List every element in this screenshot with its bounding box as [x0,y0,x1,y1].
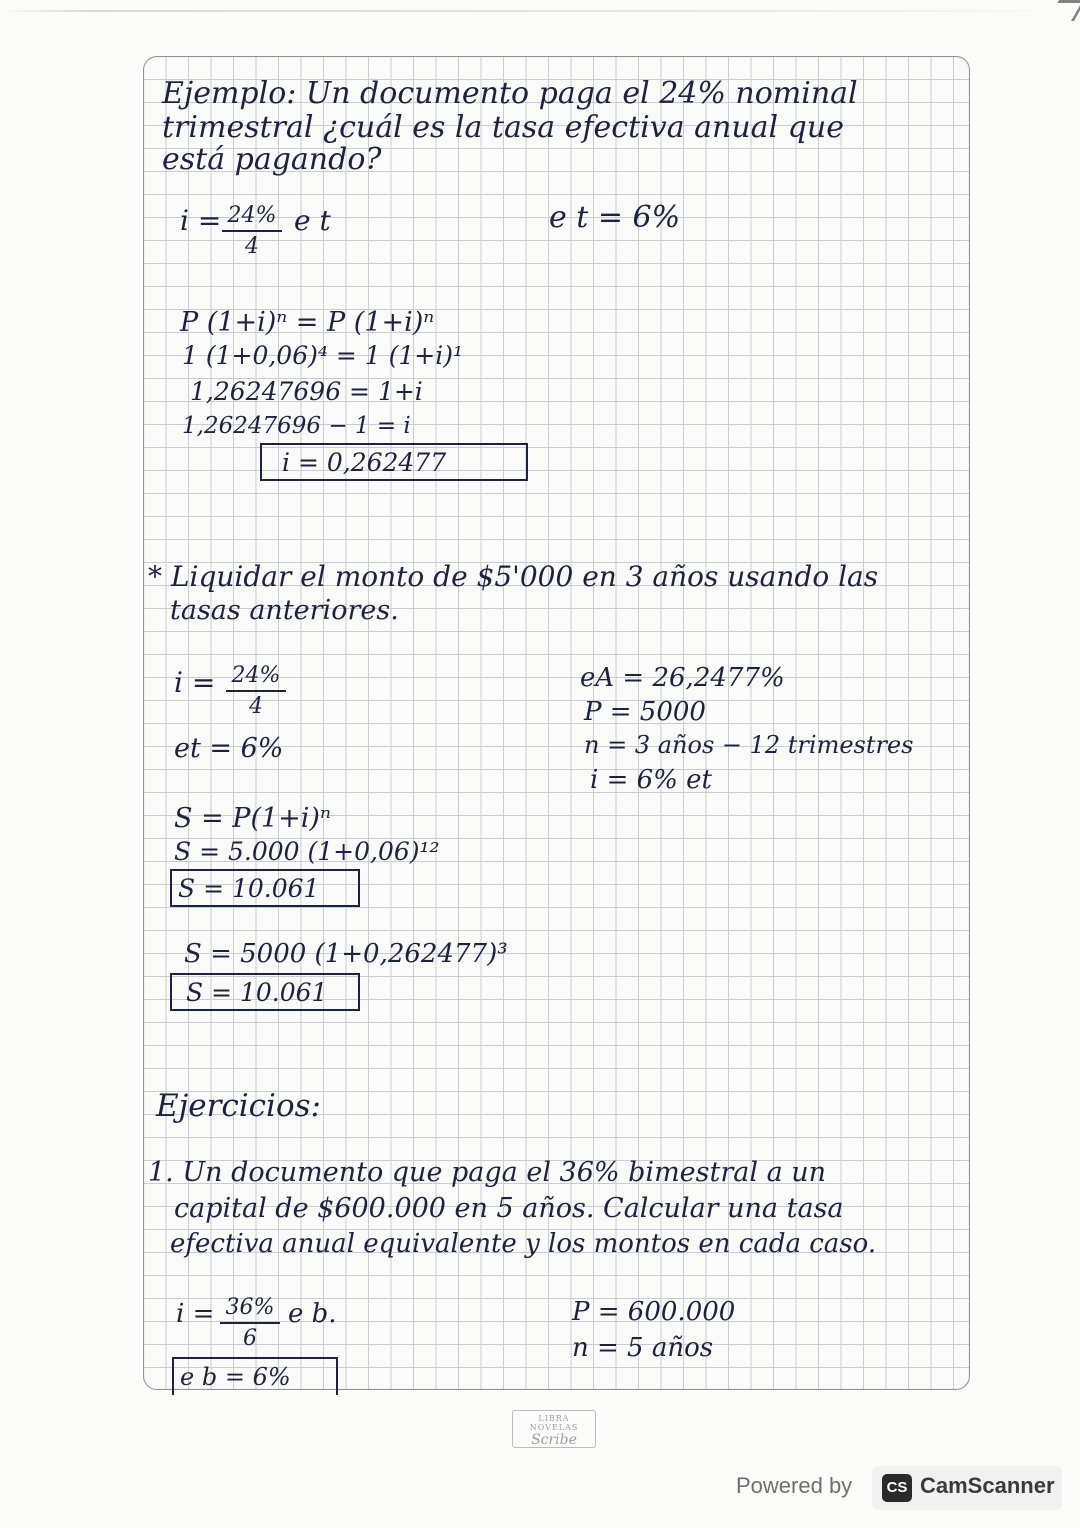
et2-value: et = 6% [174,733,284,764]
notebook-page [143,56,970,1390]
p2-value: P = 600.000 [572,1297,736,1327]
example-line-1: Ejemplo: Un documento paga el 24% nominal [162,76,858,111]
exercise-1-line-1: 1. Un documento que paga el 36% bimestral a un [148,1157,827,1188]
notebook-brand-stamp [512,1410,596,1448]
scan-edge-line [0,10,1080,12]
result-box-i [260,443,528,481]
example-line-2: trimestral ¿cuál es la tasa efectiva anual que [162,110,844,145]
n2-value: n = 5 años [572,1333,714,1363]
i-fraction-numerator: 24% [222,203,282,232]
equation-4: 1,26247696 − 1 = i [182,413,411,439]
ea-value: eA = 26,2477% [580,663,785,693]
i2-fraction-numerator: 24% [226,663,286,692]
i4-unit: e b. [288,1299,337,1329]
i2-fraction [226,663,286,719]
i4-fraction [220,1295,280,1351]
stamp-brand-small: LIBRA NOVELAS [529,1414,579,1432]
camscanner-logo-icon: CS [882,1474,912,1502]
equation-1: P (1+i)ⁿ = P (1+i)ⁿ [180,307,435,338]
exercises-heading: Ejercicios: [156,1088,321,1124]
i3-value: i = 6% et [590,765,712,795]
page-corner-mark [1047,0,1080,21]
et-result: e t = 6% [549,200,681,235]
i2-fraction-denominator: 4 [249,694,263,719]
exercise-1-line-2: capital de $600.000 en 5 años. Calcular una tasa [174,1193,844,1224]
powered-by-text: Powered by [736,1473,853,1498]
n-value: n = 3 años − 12 trimestres [584,731,914,759]
stamp-brand-script: Scribe [531,1432,577,1448]
s-result-2: S = 10.061 [186,978,328,1007]
camscanner-name: CamScanner [920,1473,1055,1498]
exercise-1-line-3: efectiva anual equivalente y los montos en cada caso. [170,1229,877,1259]
equation-3: 1,26247696 = 1+i [190,377,423,406]
s-substitution-1: S = 5.000 (1+0,06)¹² [174,837,440,866]
example-line-3: está pagando? [162,142,382,177]
i4-fraction-denominator: 6 [243,1326,257,1351]
i4-fraction-numerator: 36% [220,1295,280,1324]
result-box-s2 [170,973,360,1011]
s-result-1: S = 10.061 [178,874,320,903]
i2-label: i = [174,666,216,699]
task-line-1: * Liquidar el monto de $5'000 en 3 años usando las [148,560,879,593]
p-value: P = 5000 [584,697,706,727]
equation-2: 1 (1+0,06)⁴ = 1 (1+i)¹ [182,341,463,370]
s-substitution-2: S = 5000 (1+0,262477)³ [184,939,508,969]
eb-value: e b = 6% [180,1363,291,1391]
equation-5: i = 0,262477 [282,448,447,477]
i-fraction [222,203,282,259]
result-box-s1 [170,869,360,907]
i4-label: i = [176,1299,215,1329]
i-label: i = [180,204,222,237]
result-box-eb [172,1357,338,1395]
i-fraction-denominator: 4 [245,234,259,259]
task-line-2: tasas anteriores. [170,595,399,626]
i-unit: e t [294,204,331,237]
s-formula: S = P(1+i)ⁿ [174,803,331,834]
